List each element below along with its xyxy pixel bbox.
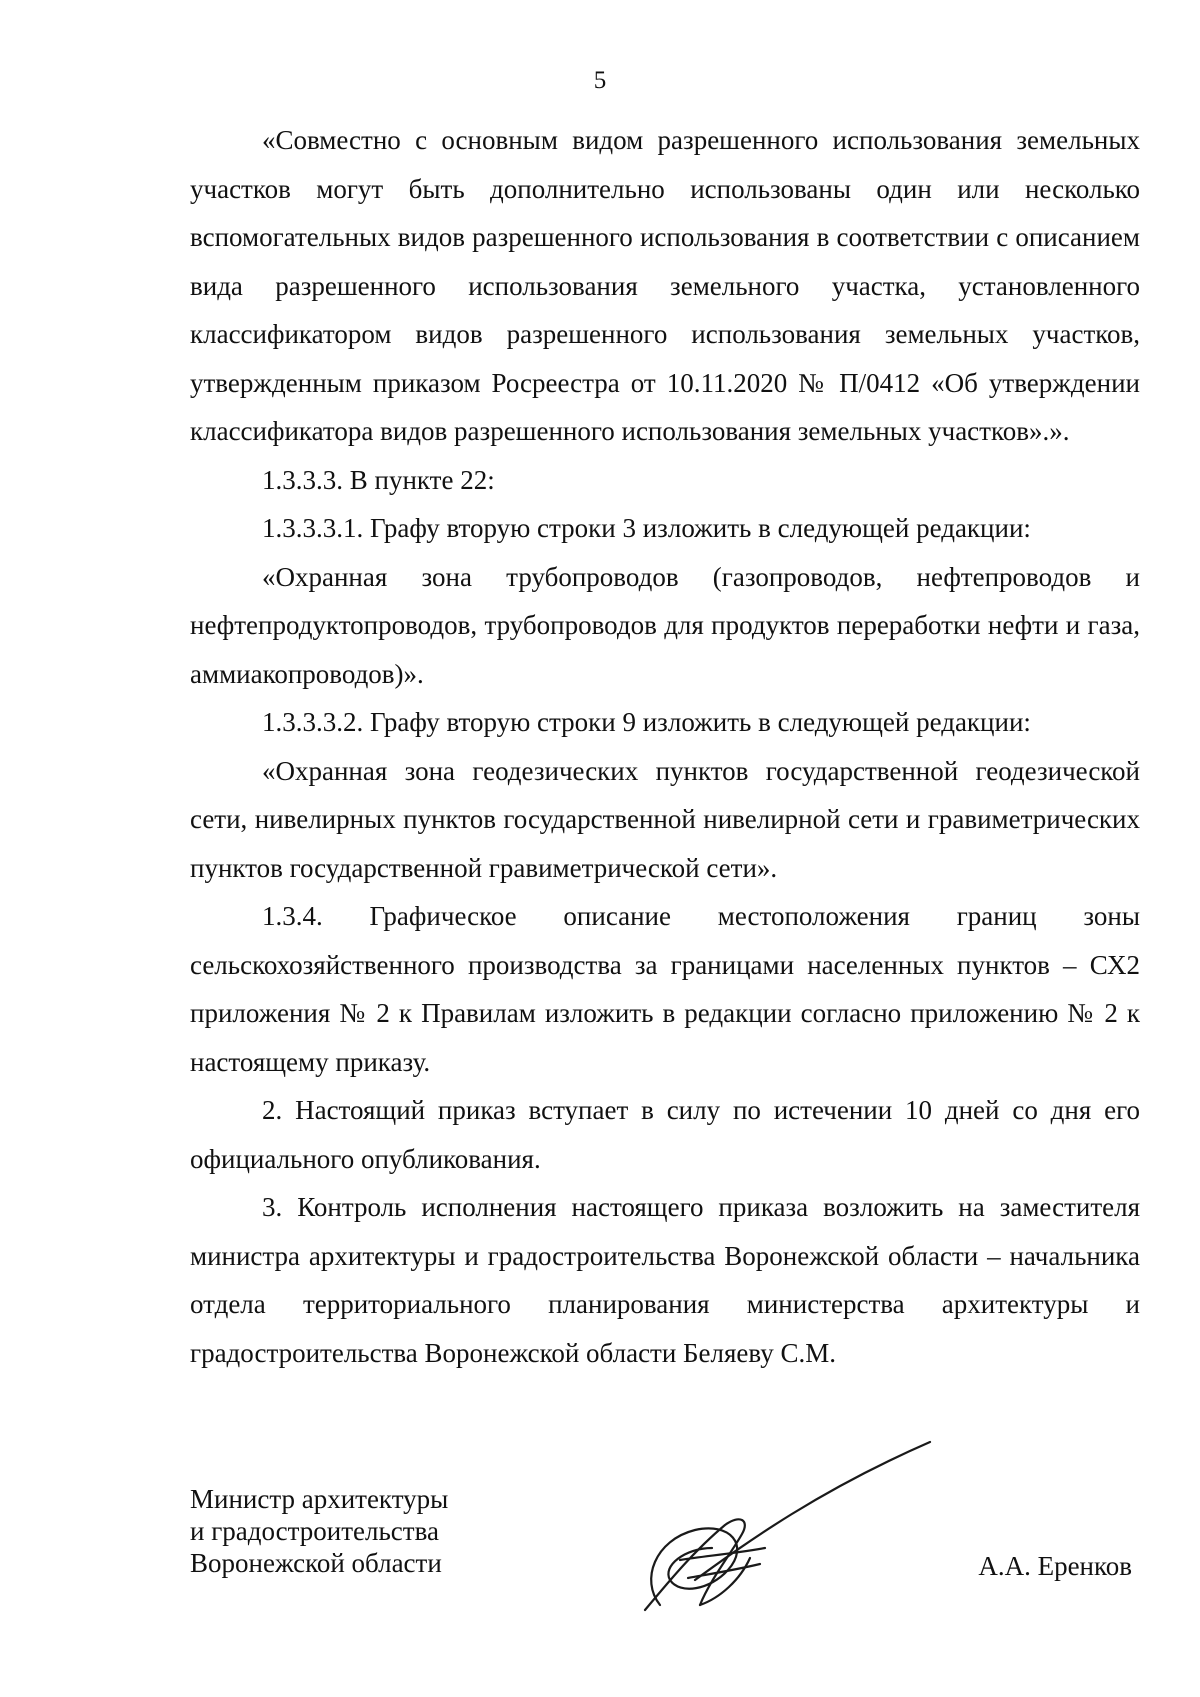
paragraph-pipeline-zone: «Охранная зона трубопроводов (газопроводов, нефтепроводов и нефтепродуктопроводов, трубопроводов для продуктов переработки нефти и газа, аммиакопроводов)». (190, 561, 1140, 689)
paragraph-1-3-3-3: 1.3.3.3. В пункте 22: (262, 464, 495, 495)
signatory-title-line: и градостроительства (190, 1516, 439, 1546)
signatory-title (190, 1483, 448, 1579)
signature-stroke (645, 1519, 745, 1610)
signatory-name: А.А. Еренков (978, 1551, 1132, 1581)
paragraph-1-3-3-3-1: 1.3.3.3.1. Графу вторую строки 3 изложить в следующей редакции: (262, 513, 1031, 543)
signature-stroke (651, 1528, 737, 1605)
paragraph-1-3-3-3-2: 1.3.3.3.2. Графу вторую строки 9 изложить в следующей редакции: (262, 707, 1031, 737)
handwritten-signature (600, 1430, 950, 1640)
signature-stroke (688, 1564, 760, 1578)
document-body (190, 116, 1140, 1377)
signature-stroke (700, 1558, 750, 1605)
paragraph-3-control: 3. Контроль исполнения настоящего приказа возложить на заместителя министра архитектуры и градостроительства Воронежской области – начальника отдела территориального планирования министерства архитектуры и градостроительства Воронежской области Беляеву С.М. (190, 1192, 1140, 1368)
paragraph-vri-clause: «Совместно с основным видом разрешенного использования земельных участков могут быть дополнительно использованы один или несколько вспомогательных видов разрешенного использования в соответствии с описанием вида разрешенного использования земельного участка, установленного классификатором видов разрешенного использования земельных участков, утвержденным приказом Росреестра от 10.11.2020 № П/0412 «Об утверждении классификатора видов разрешенного использования земельных участков».». (190, 125, 1140, 446)
signature-stroke (695, 1442, 930, 1580)
paragraph-1-3-4: 1.3.4. Графическое описание местоположения границ зоны сельскохозяйственного производства за границами населенных пунктов – СХ2 приложения № 2 к Правилам изложить в редакции согласно приложению № 2 к настоящему приказу. (190, 901, 1140, 1077)
paragraph-2-effective-date: 2. Настоящий приказ вступает в силу по истечении 10 дней со дня его официального опубликования. (190, 1095, 1140, 1174)
paragraph-geodetic-zone: «Охранная зона геодезических пунктов государственной геодезической сети, нивелирных пунктов государственной нивелирной сети и гравиметрических пунктов государственной гравиметрической сети». (190, 755, 1140, 883)
signatory-title-line: Воронежской области (190, 1548, 442, 1578)
signatory-title-line: Министр архитектуры (190, 1484, 449, 1514)
page-number: 5 (593, 67, 607, 94)
